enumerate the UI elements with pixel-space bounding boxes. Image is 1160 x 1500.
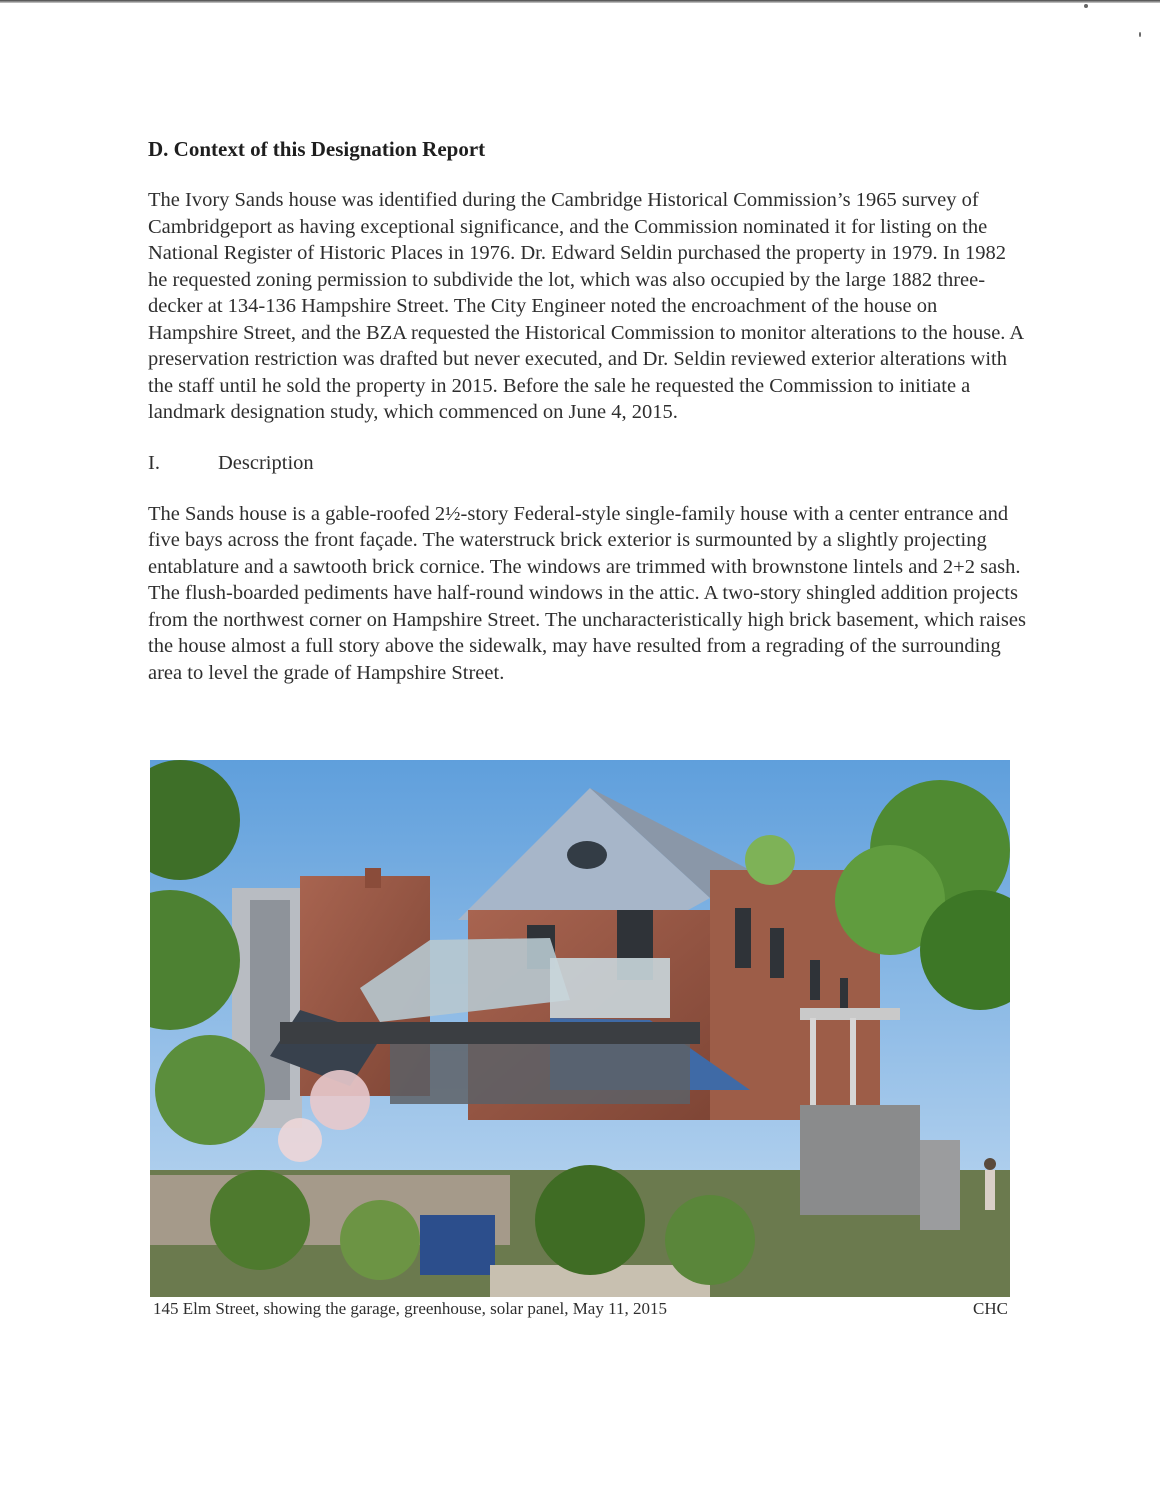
section-title-text: Description xyxy=(218,451,314,474)
description-paragraph: The Sands house is a gable-roofed 2½-story Federal-style single-family house with a center entrance and five bays across the front façade. The waterstruck brick exterior is surmounted by a slightly projecting entablature and a sawtooth brick cornice. The windows are trimmed with brownstone lintels and 2+2 sash. The flush-boarded pediments have half-round windows in the attic. A two-story shingled addition projects from the northwest corner on Hampshire Street. The uncharacteristically high brick basement, which raises the house almost a full story above the sidewalk, may have resulted from a regrading of the surrounding area to level the grade of Hampshire Street. xyxy=(148,502,1026,684)
house-photograph xyxy=(150,760,1010,1297)
report-page xyxy=(148,136,1028,686)
scan-speck xyxy=(1084,4,1088,8)
photo-credit: CHC xyxy=(973,1299,1008,1318)
caption-text: 145 Elm Street, showing the garage, greenhouse, solar panel, May 11, 2015 xyxy=(153,1299,667,1318)
scan-speck xyxy=(1139,32,1141,37)
scan-top-edge xyxy=(0,0,1160,3)
section-number: I. xyxy=(148,451,160,474)
section-heading: D. Context of this Designation Report xyxy=(148,137,486,161)
context-paragraph: The Ivory Sands house was identified during the Cambridge Historical Commission’s 1965 survey of Cambridgeport as having exceptional significance, and the Commission nominated it for listing on the National Register of Historic Places in 1976. Dr. Edward Seldin purchased the property in 1979. In 1982 he requested zoning permission to subdivide the lot, which was also occupied by the large 1882 three-decker at 134-136 Hampshire Street. The City Engineer noted the encroachment of the house on Hampshire Street, and the BZA requested the Historical Commission to monitor alterations to the house. A preservation restriction was drafted but never executed, and Dr. Seldin reviewed exterior alterations with the staff until he sold the property in 2015. Before the sale he requested the Commission to initiate a landmark designation study, which commenced on June 4, 2015. xyxy=(148,189,1024,423)
description-section-title xyxy=(148,450,1028,476)
figure-caption xyxy=(153,1298,1010,1320)
